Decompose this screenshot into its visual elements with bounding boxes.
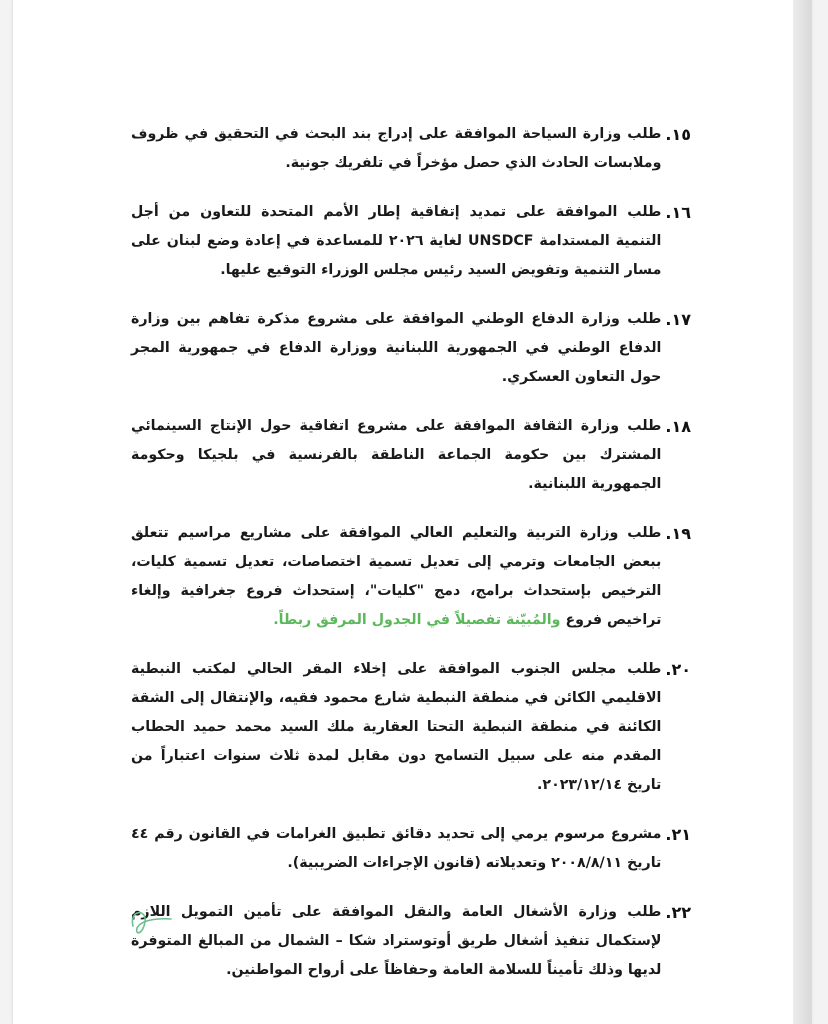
item-text: طلب وزارة الأشغال العامة والنقل الموافقة على تأمين التمويل اللازم لإستكمال تنفيذ أشغال طريق أوتوستراد شكا – الشمال من المبالغ المتوفرة لديها وذلك تأميناً للسلامة العامة وحفاظاً على أرواح المواطنين. xyxy=(131,904,662,978)
agenda-item-19 xyxy=(131,519,691,635)
agenda-item-16 xyxy=(131,198,691,285)
item-number: ٢١. xyxy=(665,825,691,844)
item-number: ٢٠. xyxy=(665,660,691,679)
agenda-item-18 xyxy=(131,412,691,499)
agenda-item-21 xyxy=(131,820,691,878)
item-text: طلب الموافقة على تمديد إتفاقية إطار الأمم المتحدة للتعاون من أجل التنمية المستدامة UNSDCF لغاية ٢٠٢٦ للمساعدة في إعادة وضع لبنان على مسار التنمية وتفويض السيد رئيس مجلس الوزراء التوقيع عليها. xyxy=(131,204,662,278)
page-edge-shadow xyxy=(793,0,811,1024)
item-text: طلب مجلس الجنوب الموافقة على إخلاء المقر الحالي لمكتب النبطية الاقليمي الكائن في منطقة النبطية شارع محمود فقيه، والإنتقال إلى الشقة الكائنة في منطقة النبطية التحتا العقارية ملك السيد محمد حميد الحطاب المقدم منه على سبيل التسامح دون مقابل لمدة ثلاث سنوات اعتباراً من تاريخ ٢٠٢٣/١٢/١٤. xyxy=(131,661,662,793)
item-number: ١٩. xyxy=(665,524,691,543)
agenda-list xyxy=(131,120,691,1005)
item-text-main: طلب وزارة التربية والتعليم العالي الموافقة على مشاريع مراسيم تتعلق ببعض الجامعات وترمي إلى تعديل تسمية اختصاصات، تعديل تسمية كليات، الترخيص بإستحداث برامج، دمج "كليات"، إستحداث فروع جغرافية وإلغاء تراخيص فروع xyxy=(131,525,662,628)
agenda-item-17 xyxy=(131,305,691,392)
document-page xyxy=(12,0,812,1024)
item-number: ١٥. xyxy=(665,125,691,144)
signature-icon xyxy=(125,900,175,940)
item-text: طلب وزارة الدفاع الوطني الموافقة على مشروع مذكرة تفاهم بين وزارة الدفاع الوطني في الجمهورية اللبنانية ووزارة الدفاع في جمهورية المجر حول التعاون العسكري. xyxy=(131,311,662,385)
item-text-highlight: والمُبيّنة تفصيلاً في الجدول المرفق ربطاً. xyxy=(273,612,561,628)
item-number: ١٧. xyxy=(665,310,691,329)
item-text: مشروع مرسوم يرمي إلى تحديد دقائق تطبيق الغرامات في القانون رقم ٤٤ تاريخ ٢٠٠٨/٨/١١ وتعديلاته (قانون الإجراءات الضريبية). xyxy=(131,826,662,871)
agenda-item-15 xyxy=(131,120,691,178)
agenda-item-20 xyxy=(131,655,691,800)
item-number: ١٨. xyxy=(665,417,691,436)
item-number: ٢٢. xyxy=(665,903,691,922)
item-text: طلب وزارة الثقافة الموافقة على مشروع اتفاقية حول الإنتاج السينمائي المشترك بين حكومة الجماعة الناطقة بالفرنسية في بلجيكا وحكومة الجمهورية اللبنانية. xyxy=(131,418,662,492)
item-text xyxy=(131,519,661,635)
item-text: طلب وزارة السياحة الموافقة على إدراج بند البحث في التحقيق في ظروف وملابسات الحادث الذي حصل مؤخراً في تلفريك جونية. xyxy=(131,126,662,171)
item-number: ١٦. xyxy=(665,203,691,222)
agenda-item-22 xyxy=(131,898,691,985)
